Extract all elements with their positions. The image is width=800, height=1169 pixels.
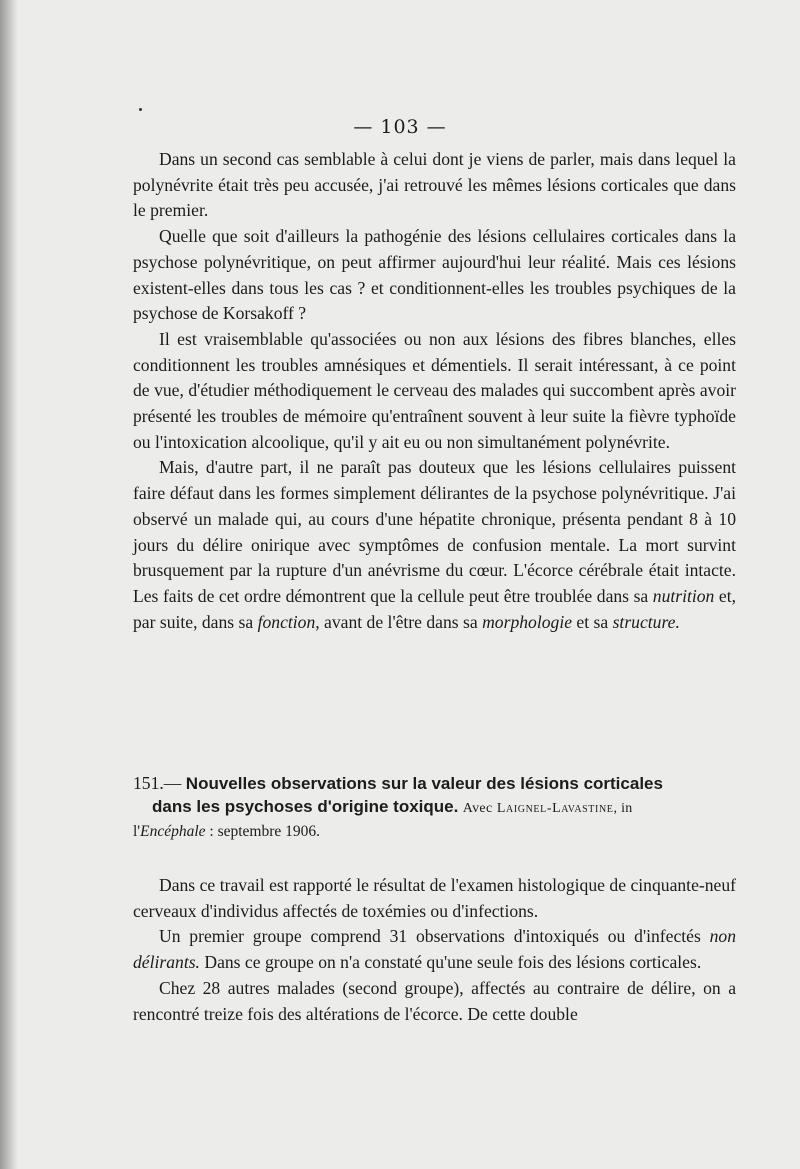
section-title-line-2: dans les psychoses d'origine toxique. <box>152 797 459 816</box>
page-edge-shadow <box>0 0 18 1169</box>
italic-morphologie: morphologie <box>482 611 573 632</box>
heading-line-3 <box>133 820 738 843</box>
italic-non-delirants: non délirants. <box>133 926 736 973</box>
section-title-line-1: Nouvelles observations sur la valeur des lésions corticales <box>185 774 663 793</box>
section-heading <box>133 772 738 843</box>
heading-line-2 <box>133 795 738 820</box>
paragraph-2: Quelle que soit d'ailleurs la pathogénie des lésions cellulaires corticales dans la psychose polynévritique, on peut affirmer aujourd'hui leur réalité. Mais ces lésions existent-elles dans tous les cas ? et conditionnent-elles les troubles psychiques de la psychose de Korsakoff ? <box>133 226 736 324</box>
text-block-lower <box>133 873 736 1027</box>
paragraph-1: Dans un second cas semblable à celui dont je viens de parler, mais dans lequel la polynévrite était très peu accusée, j'ai retrouvé les mêmes lésions corticales que dans le premier. <box>133 149 736 221</box>
paragraph-5: Dans ce travail est rapporté le résultat de l'examen histologique de cinquante-neuf cerveaux d'individus affectés de toxémies ou d'infections. <box>133 875 736 921</box>
paragraph-4-text-c: avant de l'être dans sa <box>319 611 483 632</box>
journal-prefix: l' <box>133 823 141 840</box>
italic-nutrition: nutrition <box>652 585 715 606</box>
heading-line-1 <box>133 772 738 795</box>
ref-author: Laignel-Lavastine <box>496 801 614 816</box>
italic-structure: structure. <box>612 611 680 632</box>
paragraph-4-text-a: Mais, d'autre part, il ne paraît pas douteux que les lésions cellulaires puissent faire défaut dans les formes simplement délirantes de la psychose polynévritique. J'ai observé un malade qui, au cours d'une hépatite chronique, présenta pendant 8 à 10 jours du délire onirique avec symptômes de confusion mentale. La mort survint brusquement par la rupture d'un anévrisme du cœur. L'écorce cérébrale était intacte. Les faits de cet ordre démontrent que la cellule peut être troublée dans sa <box>133 457 736 606</box>
paragraph-4-text-d: et sa <box>572 611 613 632</box>
paragraph-4 <box>133 455 736 635</box>
paragraph-7: Chez 28 autres malades (second groupe), affectés au contraire de délire, on a rencontré treize fois des altérations de l'écorce. De cette double <box>133 977 736 1024</box>
italic-fonction: fonction, <box>257 611 320 632</box>
publication-date: : septembre 1906. <box>205 823 321 840</box>
paragraph-6 <box>133 924 736 975</box>
journal-name: Encéphale <box>140 823 206 840</box>
paragraph-4-text-b: et, par suite, dans sa <box>133 585 736 632</box>
speck-mark <box>139 108 142 111</box>
ref-prefix: Avec <box>462 801 493 816</box>
ref-in: , in <box>613 801 633 816</box>
text-block-upper <box>133 147 736 635</box>
paragraph-3: Il est vraisemblable qu'associées ou non aux lésions des fibres blanches, elles conditionnent les troubles amnésiques et démentiels. Il serait intéressant, à ce point de vue, d'étudier méthodiquement le cerveau des malades qui succombent après avoir présenté les troubles de mémoire qu'entraînent souvent à leur suite la fièvre typhoïde ou l'intoxication alcoolique, qu'il y ait eu ou non simultanément polynévrite. <box>133 328 736 452</box>
page-number: — 103 — <box>353 116 447 138</box>
paragraph-6-text-a: Un premier groupe comprend 31 observations d'intoxiqués ou d'infectés <box>159 926 710 947</box>
paragraph-6-text-b: Dans ce groupe on n'a constaté qu'une seule fois des lésions corticales. <box>199 952 702 973</box>
section-number: 151.— <box>133 773 182 793</box>
